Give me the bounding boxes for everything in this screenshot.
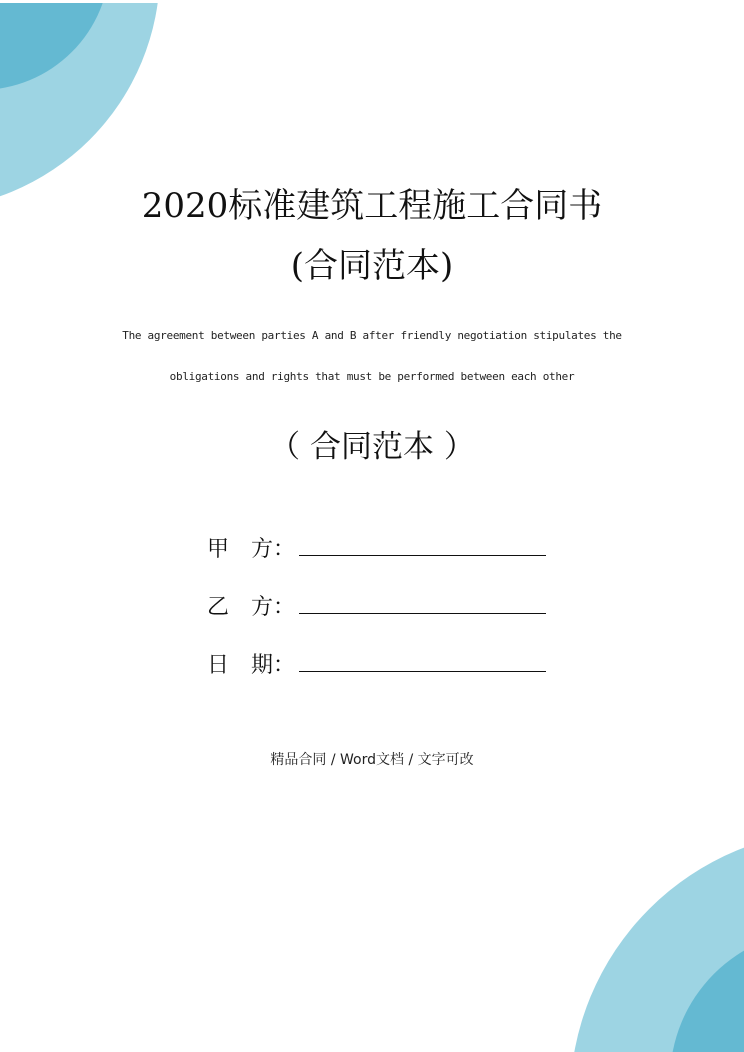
english-subtitle-line-2: obligations and rights that must be performed between each other: [169, 370, 575, 383]
party-a-blank-line[interactable]: [299, 555, 546, 556]
party-b-label: 乙 方：: [207, 595, 296, 620]
party-a-field: [207, 532, 295, 562]
contract-template-label: （ 合同范本 ）: [269, 429, 475, 465]
english-subtitle-line-1: The agreement between parties A and B after friendly negotiation stipulates the: [122, 329, 622, 342]
date-blank-line[interactable]: [299, 671, 546, 672]
party-b-field: [207, 590, 295, 620]
party-a-label: 甲 方：: [207, 537, 296, 562]
party-b-blank-line[interactable]: [299, 613, 546, 614]
footer-note: 精品合同 / Word文档 / 文字可改: [270, 752, 474, 768]
document-title-line-2: (合同范本): [290, 246, 454, 286]
date-label: 日 期：: [207, 653, 296, 678]
date-field: [207, 648, 295, 678]
document-title-line-1: 2020标准建筑工程施工合同书: [141, 186, 603, 226]
